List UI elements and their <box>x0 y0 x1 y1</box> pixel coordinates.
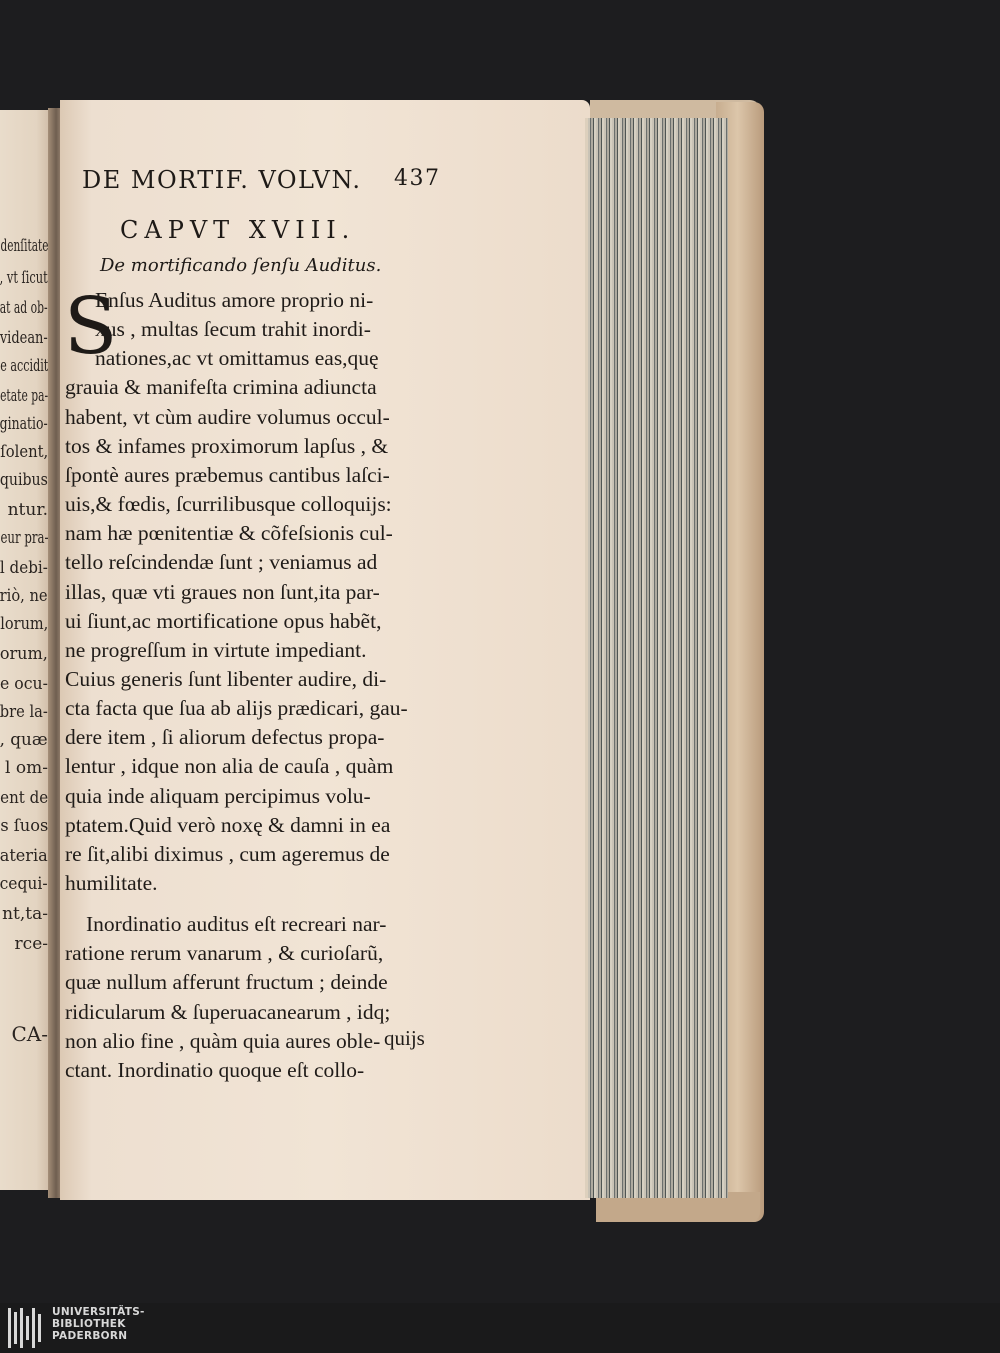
body-line: re ſit,alibi diximus , cum ageremus de <box>65 842 390 866</box>
left-page-line: l debi- <box>0 558 48 578</box>
chapter-subtitle: De mortificando ſenſu Auditus. <box>100 255 382 276</box>
left-page-line: e accidit <box>0 356 48 376</box>
body-line: grauia & manifeſta crimina adiuncta <box>65 375 377 399</box>
body-line: ne progreſſum in virtute impediant. <box>65 638 367 662</box>
library-logo-icon <box>6 1306 46 1350</box>
left-page-line: videan- <box>0 328 48 348</box>
body-line: dere item , ſi aliorum defectus propa- <box>65 725 385 749</box>
chapter-title: CAPVT XVIII. <box>120 216 356 244</box>
body-line: Enſus Auditus amore proprio ni- <box>95 288 374 312</box>
left-page-line: ginatio- <box>0 414 48 434</box>
body-line: nationes,ac vt omittamus eas,quę <box>95 346 379 370</box>
left-page-line: lorum, <box>0 614 48 634</box>
left-page-line: nt,ta- <box>2 904 48 924</box>
body-line: tello reſcindendæ ſunt ; veniamus ad <box>65 550 378 574</box>
body-line: quæ nullum afferunt fructum ; deinde <box>65 970 388 994</box>
body-line: Cuius generis ſunt libenter audire, di- <box>65 667 387 691</box>
body-line: Inordinatio auditus eſt recreari nar- <box>86 912 387 936</box>
left-page-line: ſolent, <box>0 442 48 462</box>
left-page-line: e ocu- <box>0 674 48 694</box>
institution-line-3: PADERBORN <box>52 1330 128 1342</box>
left-page-line: ent de <box>0 788 48 808</box>
left-page-line: orum, <box>0 644 48 664</box>
left-page-line: ateria <box>0 846 48 866</box>
left-page-line: ntur. <box>7 500 48 520</box>
footer-bar <box>0 1303 1000 1353</box>
running-head-title: DE MORTIF. VOLVN. <box>82 166 362 194</box>
body-line: ctant. Inordinatio quoque eſt collo- <box>65 1058 365 1082</box>
institution-line-1: UNIVERSITÄTS- <box>52 1306 145 1318</box>
left-page-line: CA- <box>11 1022 48 1046</box>
body-line: ridicularum & ſuperuacanearum , idq; <box>65 1000 391 1024</box>
body-line: ratione rerum vanarum , & curioſarũ, <box>65 941 384 965</box>
body-line: nam hæ pœnitentiæ & cõfeſsionis cul- <box>65 521 393 545</box>
left-page-line: l om- <box>5 758 48 778</box>
left-page-line: bre la- <box>0 702 48 722</box>
body-line: ui ſiunt,ac mortificatione opus habẽt, <box>65 609 382 633</box>
body-line: habent, vt cùm audire volumus occul- <box>65 405 390 429</box>
left-page-line: at ad ob- <box>0 298 48 318</box>
body-line: non alio fine , quàm quia aures oble- <box>65 1029 381 1053</box>
body-line: tos & infames proximorum lapſus , & <box>65 434 389 458</box>
left-page-line: quibus <box>0 470 48 490</box>
left-page-line: rce- <box>14 934 48 954</box>
page-edges <box>585 118 728 1198</box>
page-number: 437 <box>394 166 441 191</box>
body-line: uis,& fœdis, ſcurrilibusque colloquijs: <box>65 492 392 516</box>
body-line: ptatem.Quid verò noxę & damni in ea <box>65 813 391 837</box>
body-line: cta facta que ſua ab alijs prædicari, gau- <box>65 696 408 720</box>
catchword: quijs <box>384 1026 425 1050</box>
running-head <box>82 166 462 194</box>
institution-line-2: BIBLIOTHEK <box>52 1318 126 1330</box>
body-line: xus , multas ſecum trahit inordi- <box>95 317 371 341</box>
body-line: illas, quæ vti graues non ſunt,ita par- <box>65 580 380 604</box>
body-line: quia inde aliquam percipimus volu- <box>65 784 371 808</box>
left-page-line: , vt ſicut <box>0 268 48 288</box>
left-page-line: riò, ne <box>0 586 48 606</box>
body-line: humilitate. <box>65 871 158 895</box>
left-page-fragment <box>0 110 52 1190</box>
left-page-line: eur pra- <box>0 528 48 548</box>
left-page-line: denſitate <box>0 236 48 256</box>
body-line: lentur , idque non alia de cauſa , quàm <box>65 754 394 778</box>
left-page-line: etate pa- <box>0 386 48 406</box>
left-page-line: cequi- <box>0 874 48 894</box>
left-page-line: , quæ <box>0 730 48 750</box>
left-page-line: s ſuos <box>0 816 48 836</box>
drop-capital: S <box>64 282 118 372</box>
body-line: ſpontè aures præbemus cantibus laſci- <box>65 463 390 487</box>
